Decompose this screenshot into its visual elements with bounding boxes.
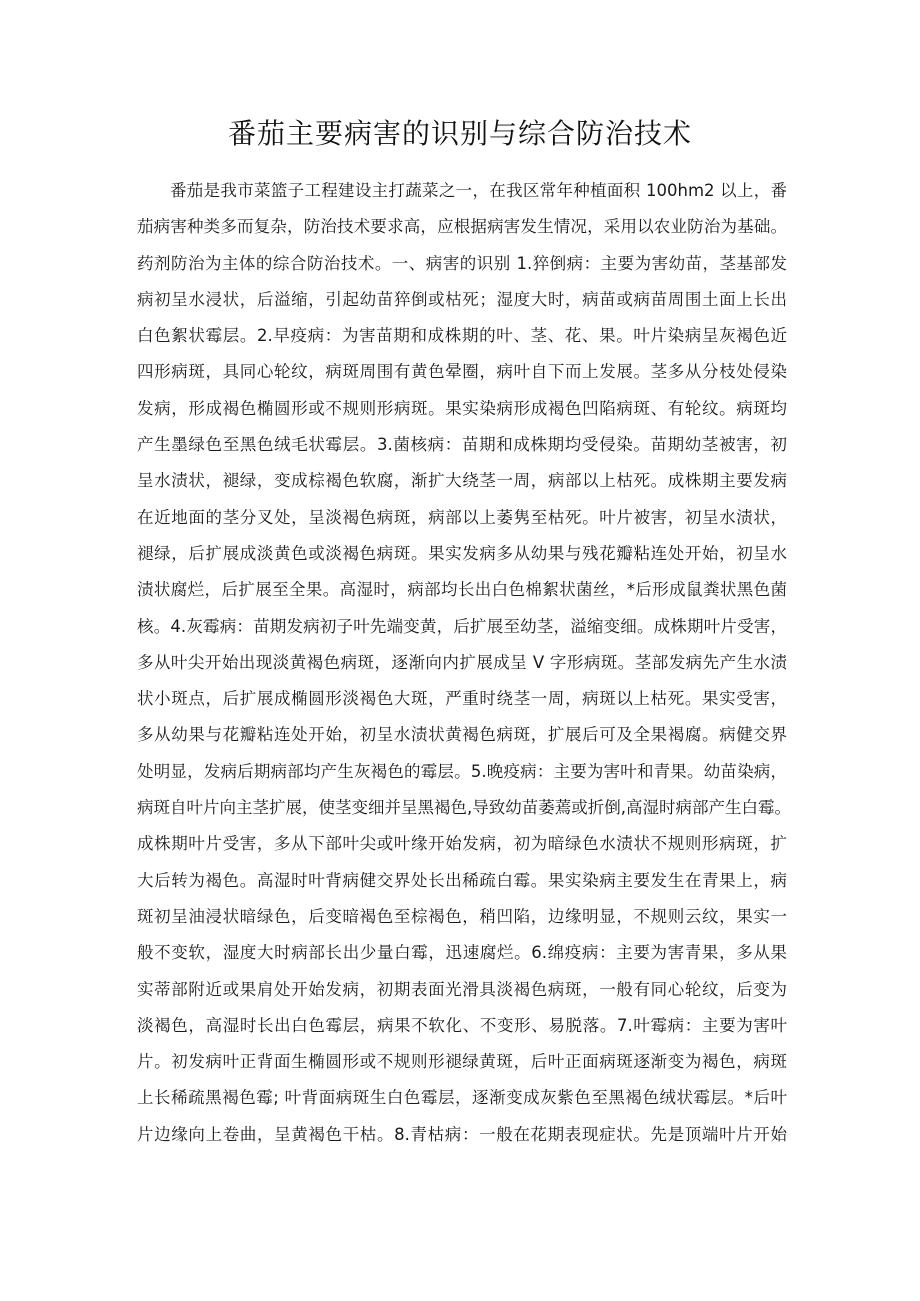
text-line: 发病，形成褐色椭圆形或不规则形病斑。果实染病形成褐色凹陷病斑、有轮纹。病斑均 (137, 398, 787, 418)
text-line: 渍状腐烂，后扩展至全果。高湿时，病部均长出白色棉絮状菌丝，*后形成鼠粪状黑色菌 (137, 580, 787, 600)
text-line: 多从叶尖开始出现淡黄褐色病斑，逐渐向内扩展成呈 V 字形病斑。茎部发病先产生水渍 (137, 652, 787, 672)
text-line: 呈水渍状，褪绿，变成棕褐色软腐，渐扩大绕茎一周，病部以上枯死。成株期主要发病 (137, 471, 787, 491)
text-line: 片。初发病叶正背面生椭圆形或不规则形褪绿黄斑，后叶正面病斑逐渐变为褐色，病斑 (137, 1052, 787, 1072)
text-line: 成株期叶片受害，多从下部叶尖或叶缘开始发病，初为暗绿色水渍状不规则形病斑，扩 (137, 834, 787, 854)
text-line: 状小斑点，后扩展成椭圆形淡褐色大斑，严重时绕茎一周，病斑以上枯死。果实受害， (137, 689, 787, 709)
text-line: 茄病害种类多而复杂，防治技术要求高，应根据病害发生情况，采用以农业防治为基础。 (137, 217, 787, 237)
text-line: 淡褐色，高湿时长出白色霉层，病果不软化、不变形、易脱落。7.叶霉病：主要为害叶 (137, 1015, 787, 1035)
text-line: 药剂防治为主体的综合防治技术。一、病害的识别 1.猝倒病：主要为害幼苗，茎基部发 (137, 253, 787, 273)
text-line: 在近地面的茎分叉处，呈淡褐色病斑，病部以上萎隽至枯死。叶片被害，初呈水渍状， (137, 507, 787, 527)
text-line: 般不变软，湿度大时病部长出少量白霉，迅速腐烂。6.绵疫病：主要为害青果，多从果 (137, 943, 787, 963)
document-body (137, 173, 791, 1153)
text-line: 处明显，发病后期病部均产生灰褐色的霉层。5.晚疫病：主要为害叶和青果。幼苗染病， (137, 761, 787, 781)
text-line: 褪绿，后扩展成淡黄色或淡褐色病斑。果实发病多从幼果与残花瓣粘连处开始，初呈水 (137, 543, 787, 563)
document-title: 番茄主要病害的识别与综合防治技术 (227, 117, 692, 150)
text-line: 番茄是我市菜篮子工程建设主打蔬菜之一，在我区常年种植面积 100hm2 以上，番 (170, 181, 787, 200)
text-line: 上长稀疏黑褐色霉; 叶背面病斑生白色霉层，逐渐变成灰紫色至黑褐色绒状霉层。*后叶 (137, 1088, 787, 1108)
text-line: 病初呈水浸状，后溢缩，引起幼苗猝倒或枯死；湿度大时，病苗或病苗周围土面上长出 (137, 289, 787, 309)
text-line: 多从幼果与花瓣粘连处开始，初呈水渍状黄褐色病斑，扩展后可及全果褐腐。病健交界 (137, 725, 787, 745)
text-line: 斑初呈油浸状暗绿色，后变暗褐色至棕褐色，稍凹陷，边缘明显，不规则云纹，果实一 (137, 906, 787, 926)
text-line: 白色絮状霉层。2.早疫病：为害苗期和成株期的叶、茎、花、果。叶片染病呈灰褐色近 (137, 326, 787, 346)
text-line: 片边缘向上卷曲，呈黄褐色干枯。8.青枯病：一般在花期表现症状。先是顶端叶片开始 (137, 1124, 787, 1144)
text-line: 病斑自叶片向主茎扩展，使茎变细并呈黑褐色,导致幼苗萎蔫或折倒,高湿时病部产生白霉。 (137, 798, 791, 818)
text-line: 核。4.灰霉病：苗期发病初子叶先端变黄，后扩展至幼茎，溢缩变细。成株期叶片受害， (137, 616, 787, 636)
text-line: 四形病斑，具同心轮纹，病斑周围有黄色晕圈，病叶自下而上发展。茎多从分枝处侵染 (137, 362, 787, 382)
text-line: 产生墨绿色至黑色绒毛状霉层。3.菌核病：苗期和成株期均受侵染。苗期幼茎被害，初 (137, 435, 787, 455)
text-line: 实蒂部附近或果肩处开始发病，初期表面光滑具淡褐色病斑，一般有同心轮纹，后变为 (137, 979, 787, 999)
text-line: 大后转为褐色。高湿时叶背病健交界处长出稀疏白霉。果实染病主要发生在青果上，病 (137, 870, 787, 890)
